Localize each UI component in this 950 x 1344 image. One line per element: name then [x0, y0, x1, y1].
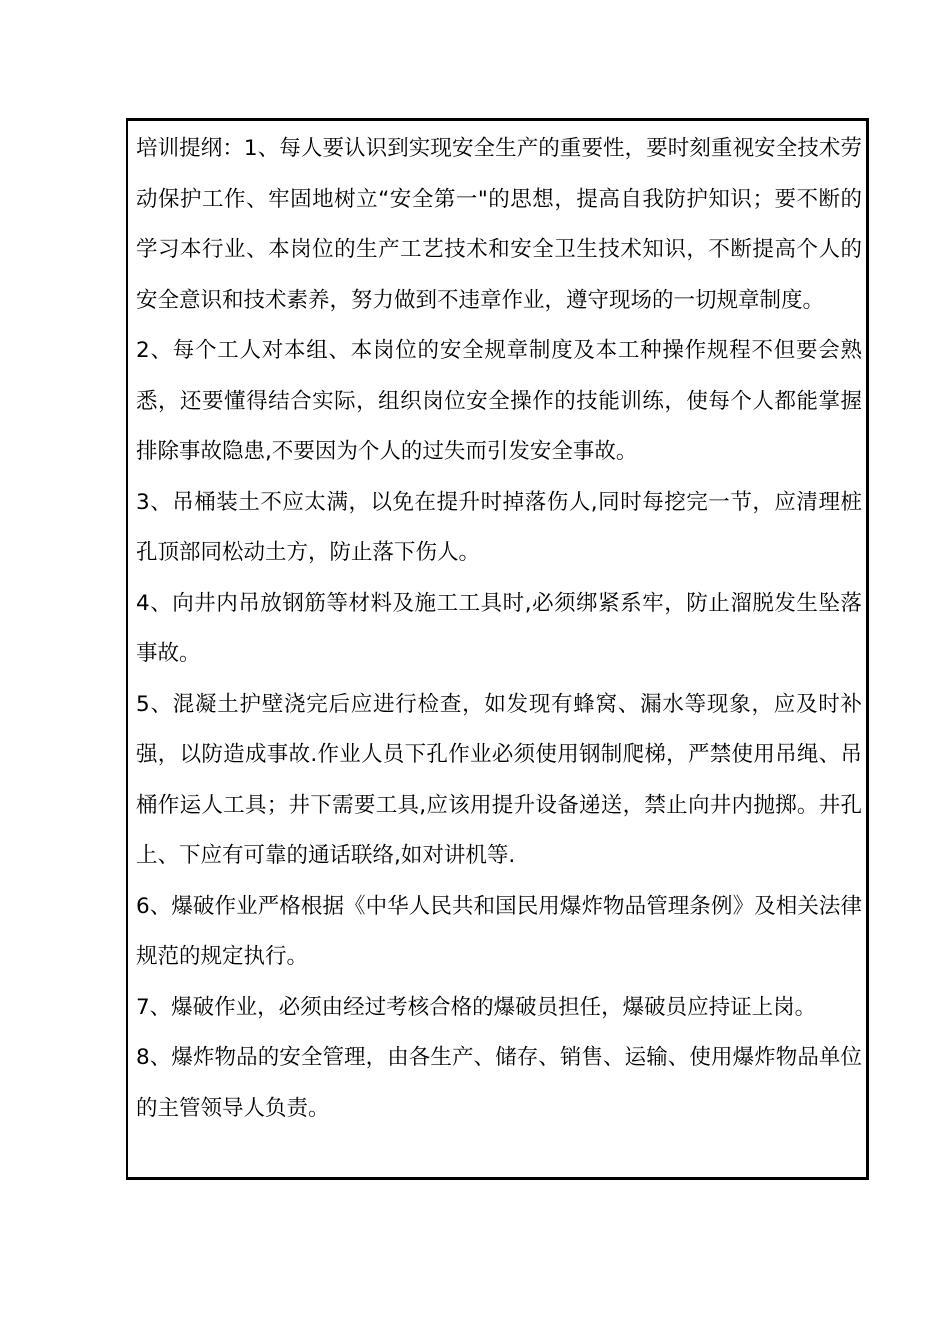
- paragraph-item-7: 7、爆破作业，必须由经过考核合格的爆破员担任，爆破员应持证上岗。: [136, 994, 817, 1020]
- paragraph-outline-1: 培训提纲：1、每人要认识到实现安全生产的重要性，要时刻重视安全技术劳动保护工作、牢固地树立“安全第一"的思想，提高自我防护知识；要不断的学习本行业、本岗位的生产工艺技术和安全卫生技术知识，不断提高个人的安全意识和技术素养，努力做到不违章作业，遵守现场的一切规章制度。: [136, 136, 862, 313]
- paragraph-item-8: 8、爆炸物品的安全管理，由各生产、储存、销售、运输、使用爆炸物品单位的主管领导人负责。: [136, 1045, 862, 1121]
- paragraph-item-3: 3、吊桶装土不应太满，以免在提升时掉落伤人,同时每挖完一节，应清理桩孔顶部同松动土方，防止落下伤人。: [136, 489, 862, 565]
- paragraph-item-4: 4、向井内吊放钢筋等材料及施工工具时,必须绑紧系牢，防止溜脱发生坠落事故。: [136, 590, 862, 666]
- paragraph-item-6: 6、爆破作业严格根据《中华人民共和国民用爆炸物品管理条例》及相关法律规范的规定执行。: [136, 893, 862, 969]
- paragraph-item-5: 5、混凝土护壁浇完后应进行检查，如发现有蜂窝、漏水等现象，应及时补强，以防造成事故.作业人员下孔作业必须使用钢制爬梯，严禁使用吊绳、吊桶作运人工具；井下需要工具,应该用提升设备递送，禁止向井内抛掷。井孔上、下应有可靠的通话联络,如对讲机等.: [136, 691, 862, 868]
- training-outline-text: [136, 124, 862, 1134]
- paragraph-item-2: 2、每个工人对本组、本岗位的安全规章制度及本工种操作规程不但要会熟悉，还要懂得结合实际，组织岗位安全操作的技能训练，使每个人都能掌握排除事故隐患,不要因为个人的过失而引发安全事故。: [136, 338, 862, 464]
